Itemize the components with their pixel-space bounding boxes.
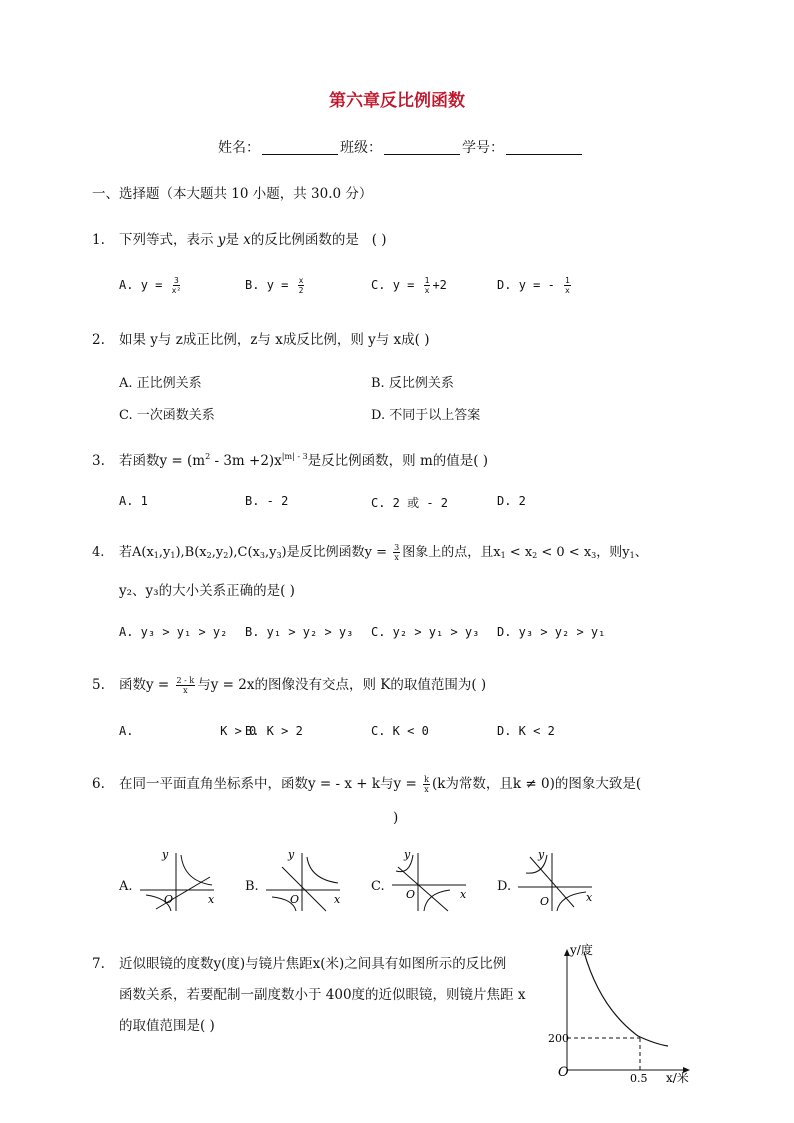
axis-x-label: x xyxy=(460,888,467,901)
option-label: B. xyxy=(245,278,260,292)
fraction-denominator: 2 xyxy=(298,286,304,295)
page-title: 第六章反比例函数 xyxy=(329,91,465,111)
option-text: y = xyxy=(266,278,289,292)
q4-text: ，则y xyxy=(596,545,630,560)
subscript: 1 xyxy=(153,551,159,560)
q5-option-d[interactable]: D. K < 2 xyxy=(497,724,555,738)
q4-text: 图象上的点，且x xyxy=(402,545,501,560)
option-text: y = - xyxy=(518,278,555,292)
option-text: y = xyxy=(140,278,163,292)
superscript: 2 xyxy=(205,452,211,461)
subscript: 3 xyxy=(591,551,597,560)
q1-var-y: y xyxy=(217,232,226,248)
fraction-denominator: x xyxy=(424,286,430,295)
origin-label: O xyxy=(558,1065,569,1080)
question-number: 2. xyxy=(92,332,105,348)
class-blank[interactable] xyxy=(384,140,460,155)
q5-text: 函数y = xyxy=(119,677,174,693)
q4-text: < x xyxy=(505,545,533,560)
fraction xyxy=(172,276,182,295)
q6-text: 在同一平面直角坐标系中，函数y = - x + k与y = xyxy=(119,776,422,792)
q3-text: - 3m +2)x xyxy=(210,453,282,469)
name-blank[interactable] xyxy=(262,140,338,155)
option-text: y = xyxy=(392,278,415,292)
question-7-stem xyxy=(92,952,506,972)
option-label: D. xyxy=(497,278,512,292)
question-4-stem xyxy=(92,541,648,562)
q3-option-b[interactable]: B. - 2 xyxy=(245,494,289,508)
q2-text: 如果 y与 z成正比例，z与 x成反比例，则 y与 x成( ) xyxy=(119,332,430,348)
section-heading: 一、选择题（本大题共 10 小题，共 30.0 分） xyxy=(92,186,373,202)
subscript: 3 xyxy=(276,551,282,560)
q1-var-x: x xyxy=(243,232,251,248)
origin-label: O xyxy=(406,888,416,901)
subscript: 2 xyxy=(223,551,229,560)
q1-text: 是 xyxy=(225,232,239,248)
q4-option-c[interactable]: C. y₂ > y₁ > y₃ xyxy=(371,625,480,639)
fraction-numerator: 3 xyxy=(174,276,179,285)
q3-option-c[interactable]: C. 2 或 - 2 xyxy=(371,496,449,510)
q7-text-line2: 函数关系，若要配制一副度数小于 400度的近似眼镜，则镜片焦距 x xyxy=(119,987,526,1003)
question-1-stem xyxy=(92,228,387,248)
option-text: +2 xyxy=(432,278,447,292)
q5-option-b[interactable]: B. K > 2 xyxy=(245,724,303,738)
q7-inverse-proportion-graph xyxy=(540,938,700,1088)
q4-text: ,y xyxy=(211,545,224,560)
q4-text: ,y xyxy=(158,545,171,560)
x-axis-label: x/米 xyxy=(666,1071,689,1085)
fraction-numerator: 3 xyxy=(394,543,400,552)
question-number: 4. xyxy=(92,545,105,560)
q1-text: 的反比例函数的是 xyxy=(250,232,359,248)
subscript: 1 xyxy=(170,551,176,560)
origin-label: O xyxy=(164,893,174,906)
axis-y-label: y xyxy=(162,848,169,861)
fraction-numerator: 1 xyxy=(565,276,570,285)
q3-text: 若函数y = (m xyxy=(119,453,206,469)
fraction-denominator: x xyxy=(565,286,570,295)
fraction-numerator: 2 - k xyxy=(176,676,195,685)
q3-option-a[interactable]: A. 1 xyxy=(119,494,148,508)
q7-text-line3: 的取值范围是( ) xyxy=(119,1018,215,1034)
q3-option-d[interactable]: D. 2 xyxy=(497,494,526,508)
q4-text: 若A(x xyxy=(119,545,154,560)
q4-option-a[interactable]: A. y₃ > y₁ > y₂ xyxy=(119,625,228,639)
fraction-denominator: x xyxy=(183,686,188,695)
question-number: 6. xyxy=(92,776,105,792)
question-5-stem xyxy=(92,673,486,695)
fraction xyxy=(423,775,430,794)
question-number: 7. xyxy=(92,956,105,972)
name-label: 姓名： xyxy=(218,140,260,156)
q2-option-c[interactable]: C. 一次函数关系 xyxy=(119,408,215,423)
q4-text: ,y xyxy=(264,545,277,560)
y-axis-label: y/度 xyxy=(570,943,593,957)
fraction-denominator: x² xyxy=(171,286,182,295)
q1-option-b[interactable] xyxy=(245,276,306,295)
q7-text: 近似眼镜的度数y(度)与镜片焦距x(米)之间具有如图所示的反比例 xyxy=(119,956,507,972)
origin-label: O xyxy=(540,895,550,908)
fraction xyxy=(564,276,571,295)
q6-option-a-label[interactable]: A. xyxy=(119,879,133,894)
axis-y-label: y xyxy=(404,848,411,861)
q4-text: 、 xyxy=(634,545,648,560)
subscript: 3 xyxy=(259,551,265,560)
fraction xyxy=(176,676,196,695)
fraction xyxy=(424,276,431,295)
q2-option-b[interactable]: B. 反比例关系 xyxy=(371,376,454,391)
q6-option-d-graph[interactable] xyxy=(516,845,600,915)
q6-close-paren: ) xyxy=(393,810,399,826)
q4-text: < 0 < x xyxy=(537,545,592,560)
fraction-denominator: x xyxy=(424,785,429,794)
axis-x-label: x xyxy=(334,893,341,906)
q4-text: )是反比例函数y = xyxy=(281,545,392,560)
axis-x-label: x xyxy=(208,893,215,906)
q6-option-c-graph[interactable] xyxy=(390,845,474,915)
x-tick-0-5: 0.5 xyxy=(630,1072,648,1085)
origin-label: O xyxy=(290,893,300,906)
subscript: 2 xyxy=(532,551,538,560)
q4-text: ),C(x xyxy=(228,545,260,560)
question-3-stem xyxy=(92,449,488,469)
option-label: C. xyxy=(371,278,386,292)
option-label: A. xyxy=(119,278,134,292)
question-4-stem-line2: y₂、y₃的大小关系正确的是( ) xyxy=(119,583,295,599)
axis-x-label: x xyxy=(586,891,593,904)
fraction-numerator: 1 xyxy=(424,276,430,285)
q1-answer-paren: ( ) xyxy=(371,232,387,248)
q4-option-d[interactable]: D. y₃ > y₂ > y₁ xyxy=(497,625,606,639)
q5-option-a[interactable]: A. K > 0 xyxy=(119,724,257,738)
subscript: 1 xyxy=(629,551,635,560)
y-tick-200: 200 xyxy=(548,1032,569,1045)
question-number: 5. xyxy=(92,677,105,693)
q5-option-c[interactable]: C. K < 0 xyxy=(371,724,429,738)
question-number: 1. xyxy=(92,232,105,248)
q6-option-c-label[interactable]: C. xyxy=(371,879,385,894)
q2-option-d[interactable]: D. 不同于以上答案 xyxy=(371,408,481,423)
q1-text: 下列等式，表示 xyxy=(119,232,214,248)
fraction xyxy=(393,543,400,562)
q4-option-b[interactable]: B. y₁ > y₂ > y₃ xyxy=(245,625,354,639)
q4-text: ),B(x xyxy=(175,545,207,560)
question-number: 3. xyxy=(92,453,105,469)
q1-option-d[interactable] xyxy=(497,276,573,295)
fraction-numerator: x xyxy=(298,276,304,285)
question-6-stem xyxy=(92,772,641,794)
subscript: 2 xyxy=(206,551,212,560)
subscript: 1 xyxy=(500,551,506,560)
fraction-numerator: k xyxy=(424,775,429,784)
q1-option-c[interactable] xyxy=(371,276,447,295)
q6-option-a-graph[interactable] xyxy=(138,845,222,915)
axis-y-label: y xyxy=(538,848,545,861)
superscript: |m| - 3 xyxy=(281,452,308,461)
q5-text: 与y = 2x的图像没有交点，则 K的取值范围为( ) xyxy=(197,677,487,693)
q6-text: (k为常数，且k ≠ 0)的图象大致是( xyxy=(431,776,642,792)
id-label: 学号： xyxy=(462,140,504,156)
fraction xyxy=(298,276,305,295)
q6-option-b-label[interactable]: B. xyxy=(245,879,259,894)
axis-y-label: y xyxy=(288,848,295,861)
q6-option-d-label[interactable]: D. xyxy=(497,879,512,894)
question-2-stem xyxy=(92,328,430,348)
fraction-denominator: x xyxy=(394,553,399,562)
student-info-line xyxy=(218,137,584,157)
q2-option-a[interactable]: A. 正比例关系 xyxy=(119,376,202,391)
q6-option-b-graph[interactable] xyxy=(264,845,348,915)
class-label: 班级： xyxy=(340,140,382,156)
q1-option-a[interactable] xyxy=(119,276,183,295)
id-blank[interactable] xyxy=(506,140,582,155)
q3-text: 是反比例函数，则 m的值是( ) xyxy=(307,453,489,469)
